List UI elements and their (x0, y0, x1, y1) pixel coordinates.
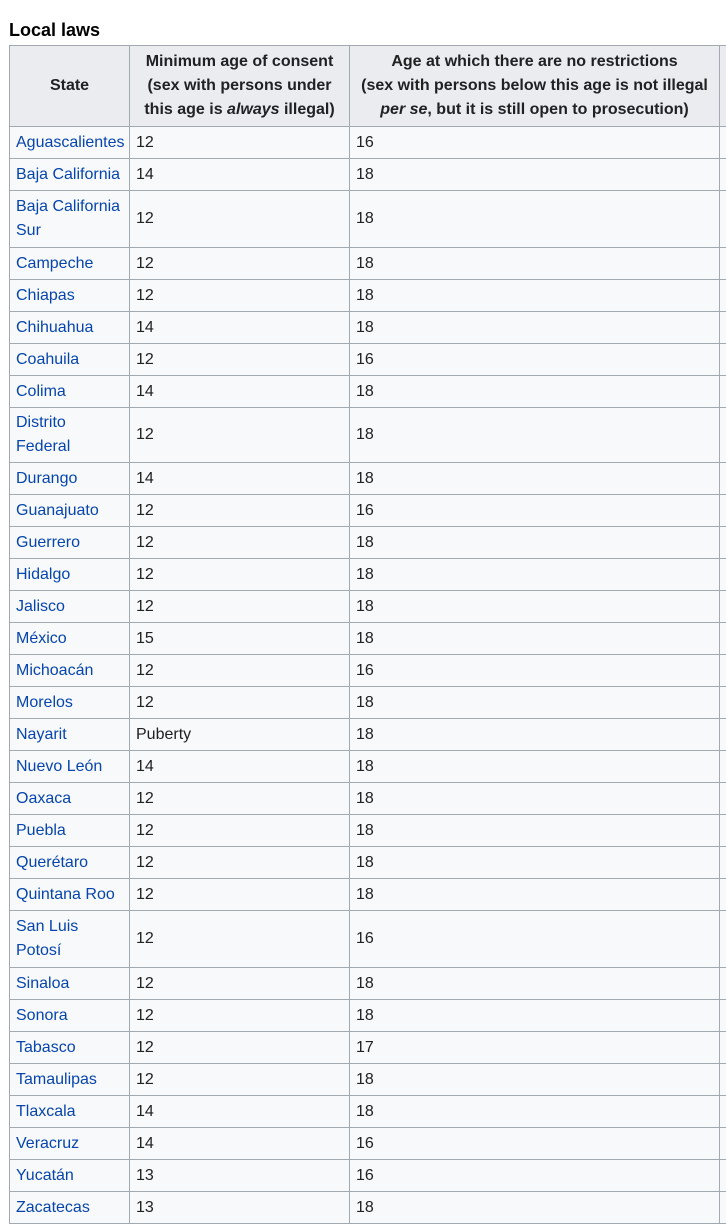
minimum-age-cell: 12 (130, 344, 350, 376)
cut-off-cell (720, 719, 726, 751)
table-row (10, 159, 726, 191)
table-row (10, 127, 726, 159)
table-row (10, 1160, 726, 1192)
minimum-age-cell: 12 (130, 527, 350, 559)
cut-off-cell (720, 559, 726, 591)
table-row (10, 527, 726, 559)
no-restrictions-age-cell: 18 (350, 527, 720, 559)
table-row (10, 463, 726, 495)
state-cell (10, 968, 130, 1000)
cut-off-cell (720, 248, 726, 280)
state-link[interactable]: Nayarit (16, 726, 67, 743)
cut-off-cell (720, 127, 726, 159)
no-restrictions-age-cell: 16 (350, 495, 720, 527)
no-restrictions-age-cell: 18 (350, 463, 720, 495)
no-restrictions-age-cell: 18 (350, 159, 720, 191)
state-link[interactable]: Durango (16, 470, 77, 487)
table-row (10, 191, 726, 248)
cut-off-column-header (720, 46, 726, 127)
no-restrictions-age-cell: 16 (350, 911, 720, 968)
state-cell (10, 463, 130, 495)
minimum-age-cell: 12 (130, 495, 350, 527)
no-restrictions-age-cell: 18 (350, 1192, 720, 1224)
minimum-age-cell: 14 (130, 376, 350, 408)
cut-off-cell (720, 847, 726, 879)
cut-off-cell (720, 1000, 726, 1032)
cut-off-cell (720, 968, 726, 1000)
no-restr-header-line2: (sex with persons below this age is not illegal (361, 77, 708, 94)
minimum-age-cell: 12 (130, 1064, 350, 1096)
table-row (10, 687, 726, 719)
cut-off-cell (720, 1096, 726, 1128)
table-row (10, 495, 726, 527)
cut-off-cell (720, 783, 726, 815)
no-restrictions-age-cell: 18 (350, 591, 720, 623)
state-cell (10, 1032, 130, 1064)
cut-off-cell (720, 1160, 726, 1192)
minimum-age-cell: 12 (130, 783, 350, 815)
state-link[interactable]: Campeche (16, 255, 93, 272)
table-row (10, 879, 726, 911)
cut-off-cell (720, 527, 726, 559)
minimum-age-cell: 12 (130, 559, 350, 591)
table-row (10, 280, 726, 312)
cut-off-cell (720, 376, 726, 408)
no-restrictions-age-cell: 16 (350, 655, 720, 687)
state-cell (10, 495, 130, 527)
no-restrictions-age-cell: 18 (350, 751, 720, 783)
cut-off-cell (720, 879, 726, 911)
state-cell (10, 344, 130, 376)
minimum-age-cell: 12 (130, 591, 350, 623)
cut-off-cell (720, 687, 726, 719)
no-restrictions-age-cell: 18 (350, 879, 720, 911)
minimum-age-cell: 12 (130, 655, 350, 687)
minimum-age-cell: 13 (130, 1192, 350, 1224)
state-cell (10, 719, 130, 751)
cut-off-cell (720, 911, 726, 968)
state-cell (10, 527, 130, 559)
no-restrictions-age-cell: 16 (350, 1160, 720, 1192)
minimum-age-cell: 12 (130, 968, 350, 1000)
minimum-age-cell: 12 (130, 911, 350, 968)
minimum-age-cell: 12 (130, 280, 350, 312)
table-row (10, 783, 726, 815)
no-restrictions-age-cell: 16 (350, 344, 720, 376)
min-age-header-line3-pre: this age is (144, 101, 227, 118)
state-link[interactable]: Baja California (16, 166, 120, 183)
minimum-age-cell: Puberty (130, 719, 350, 751)
state-link[interactable]: Puebla (16, 822, 66, 839)
state-link[interactable]: México (16, 630, 67, 647)
minimum-age-cell: 14 (130, 312, 350, 344)
cut-off-cell (720, 1192, 726, 1224)
state-link[interactable]: Chiapas (16, 287, 75, 304)
cut-off-cell (720, 591, 726, 623)
table-row (10, 1096, 726, 1128)
minimum-age-cell: 12 (130, 879, 350, 911)
state-link[interactable]: Hidalgo (16, 566, 70, 583)
state-link[interactable]: Zacatecas (16, 1199, 90, 1216)
table-row (10, 1064, 726, 1096)
state-cell (10, 408, 130, 463)
table-row (10, 1032, 726, 1064)
state-cell (10, 376, 130, 408)
table-row (10, 312, 726, 344)
minimum-age-cell: 13 (130, 1160, 350, 1192)
state-cell (10, 847, 130, 879)
state-cell (10, 159, 130, 191)
state-link[interactable]: Colima (16, 383, 66, 400)
state-cell (10, 1000, 130, 1032)
minimum-age-cell: 12 (130, 191, 350, 248)
no-restrictions-column-header[interactable] (350, 46, 720, 127)
cut-off-cell (720, 495, 726, 527)
state-link[interactable]: Yucatán (16, 1167, 74, 1184)
no-restrictions-age-cell: 18 (350, 847, 720, 879)
table-row (10, 408, 726, 463)
table-row (10, 911, 726, 968)
table-row (10, 968, 726, 1000)
cut-off-cell (720, 623, 726, 655)
cut-off-cell (720, 751, 726, 783)
table-row (10, 623, 726, 655)
state-link[interactable]: Nuevo León (16, 758, 102, 775)
minimum-age-column-header[interactable] (130, 46, 350, 127)
state-cell (10, 655, 130, 687)
state-link[interactable]: Michoacán (16, 662, 93, 679)
no-restr-header-line1: Age at which there are no restrictions (391, 53, 677, 70)
table-row (10, 847, 726, 879)
no-restrictions-age-cell: 18 (350, 1000, 720, 1032)
no-restrictions-age-cell: 16 (350, 1128, 720, 1160)
state-cell (10, 1064, 130, 1096)
state-cell (10, 1096, 130, 1128)
state-link[interactable]: Aguascalientes (16, 134, 125, 151)
state-link[interactable]: Morelos (16, 694, 73, 711)
table-row (10, 815, 726, 847)
state-link[interactable]: Tamaulipas (16, 1071, 97, 1088)
local-laws-table (9, 45, 726, 1224)
no-restrictions-age-cell: 18 (350, 280, 720, 312)
cut-off-cell (720, 159, 726, 191)
minimum-age-cell: 15 (130, 623, 350, 655)
table-header-row (10, 46, 726, 127)
no-restrictions-age-cell: 18 (350, 376, 720, 408)
minimum-age-cell: 12 (130, 127, 350, 159)
cut-off-cell (720, 815, 726, 847)
state-link[interactable]: Baja California Sur (16, 198, 120, 239)
no-restrictions-age-cell: 18 (350, 1096, 720, 1128)
minimum-age-cell: 14 (130, 1096, 350, 1128)
no-restrictions-age-cell: 18 (350, 559, 720, 591)
no-restrictions-age-cell: 18 (350, 719, 720, 751)
no-restrictions-age-cell: 18 (350, 248, 720, 280)
no-restrictions-age-cell: 18 (350, 687, 720, 719)
state-column-header[interactable]: State (10, 46, 130, 127)
min-age-header-line3-post: illegal) (280, 101, 335, 118)
cut-off-cell (720, 312, 726, 344)
cut-off-cell (720, 1064, 726, 1096)
table-row (10, 1192, 726, 1224)
table-row (10, 1128, 726, 1160)
minimum-age-cell: 12 (130, 847, 350, 879)
table-row (10, 1000, 726, 1032)
state-link[interactable]: Veracruz (16, 1135, 79, 1152)
minimum-age-cell: 14 (130, 751, 350, 783)
table-row (10, 559, 726, 591)
minimum-age-cell: 12 (130, 815, 350, 847)
state-link[interactable]: Tlaxcala (16, 1103, 76, 1120)
no-restrictions-age-cell: 18 (350, 815, 720, 847)
minimum-age-cell: 12 (130, 1000, 350, 1032)
state-link[interactable]: Guerrero (16, 534, 80, 551)
state-link[interactable]: San Luis Potosí (16, 918, 78, 959)
table-body (10, 127, 726, 1224)
state-cell (10, 879, 130, 911)
state-link[interactable]: Sinaloa (16, 975, 69, 992)
state-cell (10, 1128, 130, 1160)
state-cell (10, 783, 130, 815)
state-link[interactable]: Guanajuato (16, 502, 99, 519)
no-restrictions-age-cell: 18 (350, 783, 720, 815)
state-link[interactable]: Oaxaca (16, 790, 71, 807)
state-cell (10, 1192, 130, 1224)
table-row (10, 344, 726, 376)
no-restrictions-age-cell: 16 (350, 127, 720, 159)
no-restr-header-emphasis: per se (380, 101, 427, 118)
table-row (10, 376, 726, 408)
minimum-age-cell: 14 (130, 159, 350, 191)
state-link[interactable]: Jalisco (16, 598, 65, 615)
no-restrictions-age-cell: 18 (350, 623, 720, 655)
state-link[interactable]: Tabasco (16, 1039, 76, 1056)
min-age-header-line1: Minimum age of consent (146, 53, 334, 70)
cut-off-cell (720, 655, 726, 687)
minimum-age-cell: 12 (130, 248, 350, 280)
state-cell (10, 127, 130, 159)
cut-off-cell (720, 344, 726, 376)
no-restrictions-age-cell: 18 (350, 408, 720, 463)
state-link[interactable]: Coahuila (16, 351, 79, 368)
state-cell (10, 191, 130, 248)
table-row (10, 591, 726, 623)
state-link[interactable]: Sonora (16, 1007, 68, 1024)
state-cell (10, 591, 130, 623)
minimum-age-cell: 12 (130, 408, 350, 463)
table-row (10, 248, 726, 280)
no-restrictions-age-cell: 17 (350, 1032, 720, 1064)
cut-off-cell (720, 191, 726, 248)
state-link[interactable]: Distrito Federal (16, 414, 70, 455)
table-row (10, 719, 726, 751)
no-restrictions-age-cell: 18 (350, 1064, 720, 1096)
cut-off-cell (720, 1128, 726, 1160)
table-row (10, 751, 726, 783)
no-restrictions-age-cell: 18 (350, 312, 720, 344)
min-age-header-emphasis: always (227, 101, 279, 118)
state-cell (10, 911, 130, 968)
minimum-age-cell: 14 (130, 1128, 350, 1160)
min-age-header-line2: (sex with persons under (147, 77, 331, 94)
no-restr-header-line3-post: , but it is still open to prosecution) (427, 101, 688, 118)
state-cell (10, 815, 130, 847)
state-cell (10, 751, 130, 783)
section-title: Local laws (9, 18, 100, 42)
cut-off-cell (720, 463, 726, 495)
state-cell (10, 623, 130, 655)
no-restrictions-age-cell: 18 (350, 191, 720, 248)
state-cell (10, 687, 130, 719)
cut-off-cell (720, 1032, 726, 1064)
state-link[interactable]: Quintana Roo (16, 886, 115, 903)
state-cell (10, 1160, 130, 1192)
state-cell (10, 280, 130, 312)
cut-off-cell (720, 280, 726, 312)
state-link[interactable]: Querétaro (16, 854, 88, 871)
minimum-age-cell: 14 (130, 463, 350, 495)
minimum-age-cell: 12 (130, 687, 350, 719)
cut-off-cell (720, 408, 726, 463)
table-row (10, 655, 726, 687)
minimum-age-cell: 12 (130, 1032, 350, 1064)
state-link[interactable]: Chihuahua (16, 319, 93, 336)
no-restrictions-age-cell: 18 (350, 968, 720, 1000)
state-cell (10, 559, 130, 591)
state-cell (10, 312, 130, 344)
state-cell (10, 248, 130, 280)
